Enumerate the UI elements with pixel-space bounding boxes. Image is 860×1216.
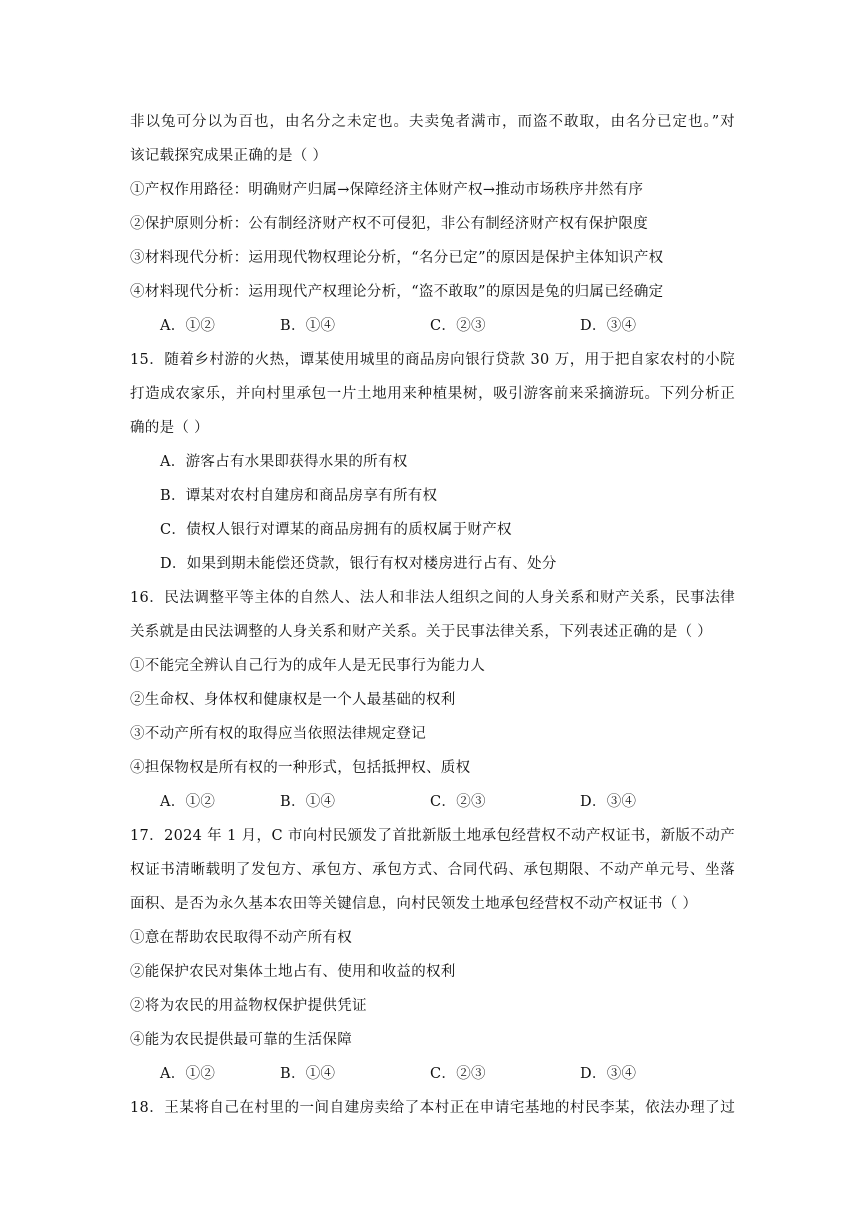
- q15-option-a: A．游客占有水果即获得水果的所有权: [160, 454, 408, 470]
- q17-statement-3: ②将为农民的用益物权保护提供凭证: [130, 998, 367, 1014]
- q14-option-a: A．①②: [160, 318, 216, 334]
- q15-stem-line-2: 打造成农家乐，并向村里承包一片土地用来种植果树，吸引游客前来采摘游玩。下列分析正: [130, 386, 735, 402]
- q18-stem-line-1: 18．王某将自己在村里的一间自建房卖给了本村正在申请宅基地的村民李某，依法办理了过: [130, 1100, 735, 1116]
- q17-option-b: B．①④: [280, 1066, 336, 1082]
- q17-stem-line-1: 17．2024 年 1 月，C 市向村民颁发了首批新版土地承包经营权不动产权证书，新版不动产: [130, 828, 735, 844]
- q15-stem-line-3: 确的是（ ）: [130, 420, 209, 436]
- q16-stem-line-1: 16．民法调整平等主体的自然人、法人和非法人组织之间的人身关系和财产关系，民事法律: [130, 590, 735, 606]
- q16-stem-line-2: 关系就是由民法调整的人身关系和财产关系。关于民事法律关系，下列表述正确的是（ ）: [130, 624, 713, 640]
- q15-stem-line-1: 15．随着乡村游的火热，谭某使用城里的商品房向银行贷款 30 万，用于把自家农村的小院: [130, 352, 735, 368]
- q16-option-a: A．①②: [160, 794, 216, 810]
- q16-statement-3: ③不动产所有权的取得应当依照法律规定登记: [130, 726, 426, 742]
- q15-option-d: D．如果到期未能偿还贷款，银行有权对楼房进行占有、处分: [160, 556, 557, 572]
- q16-option-c: C．②③: [430, 794, 486, 810]
- q17-statement-4: ④能为农民提供最可靠的生活保障: [130, 1032, 352, 1048]
- q16-statement-4: ④担保物权是所有权的一种形式，包括抵押权、质权: [130, 760, 471, 776]
- q14-stem-line-2: 该记载探究成果正确的是（ ）: [130, 148, 328, 164]
- q14-statement-4: ④材料现代分析：运用现代产权理论分析，“盗不敢取”的原因是兔的归属已经确定: [130, 284, 664, 300]
- q17-options: [160, 1064, 735, 1084]
- q16-statement-1: ①不能完全辨认自己行为的成年人是无民事行为能力人: [130, 658, 486, 674]
- q17-option-d: D．③④: [580, 1066, 637, 1082]
- q16-options: [160, 792, 735, 812]
- q17-statement-2: ②能保护农民对集体土地占有、使用和收益的权利: [130, 964, 456, 980]
- q17-stem-line-2: 权证书清晰载明了发包方、承包方、承包方式、合同代码、承包期限、不动产单元号、坐落: [130, 862, 735, 878]
- q14-statement-2: ②保护原则分析：公有制经济财产权不可侵犯，非公有制经济财产权有保护限度: [130, 216, 648, 232]
- q14-options: [160, 316, 735, 336]
- q14-option-c: C．②③: [430, 318, 486, 334]
- q15-option-c: C．债权人银行对谭某的商品房拥有的质权属于财产权: [160, 522, 512, 538]
- q16-option-d: D．③④: [580, 794, 637, 810]
- q17-option-a: A．①②: [160, 1066, 216, 1082]
- q14-stem-line-1: 非以兔可分以为百也，由名分之未定也。夫卖兔者满市，而盗不敢取，由名分已定也。”对: [130, 114, 735, 130]
- q17-statement-1: ①意在帮助农民取得不动产所有权: [130, 930, 352, 946]
- q17-stem-line-3: 面积、是否为永久基本农田等关键信息，向村民领发土地承包经营权不动产权证书（ ）: [130, 896, 698, 912]
- q16-statement-2: ②生命权、身体权和健康权是一个人最基础的权利: [130, 692, 456, 708]
- q14-statement-3: ③材料现代分析：运用现代物权理论分析，“名分已定”的原因是保护主体知识产权: [130, 250, 664, 266]
- q14-option-d: D．③④: [580, 318, 637, 334]
- q15-option-b: B．谭某对农村自建房和商品房享有所有权: [160, 488, 438, 504]
- q14-statement-1: ①产权作用路径：明确财产归属→保障经济主体财产权→推动市场秩序井然有序: [130, 182, 644, 198]
- q16-option-b: B．①④: [280, 794, 336, 810]
- q14-option-b: B．①④: [280, 318, 336, 334]
- q17-option-c: C．②③: [430, 1066, 486, 1082]
